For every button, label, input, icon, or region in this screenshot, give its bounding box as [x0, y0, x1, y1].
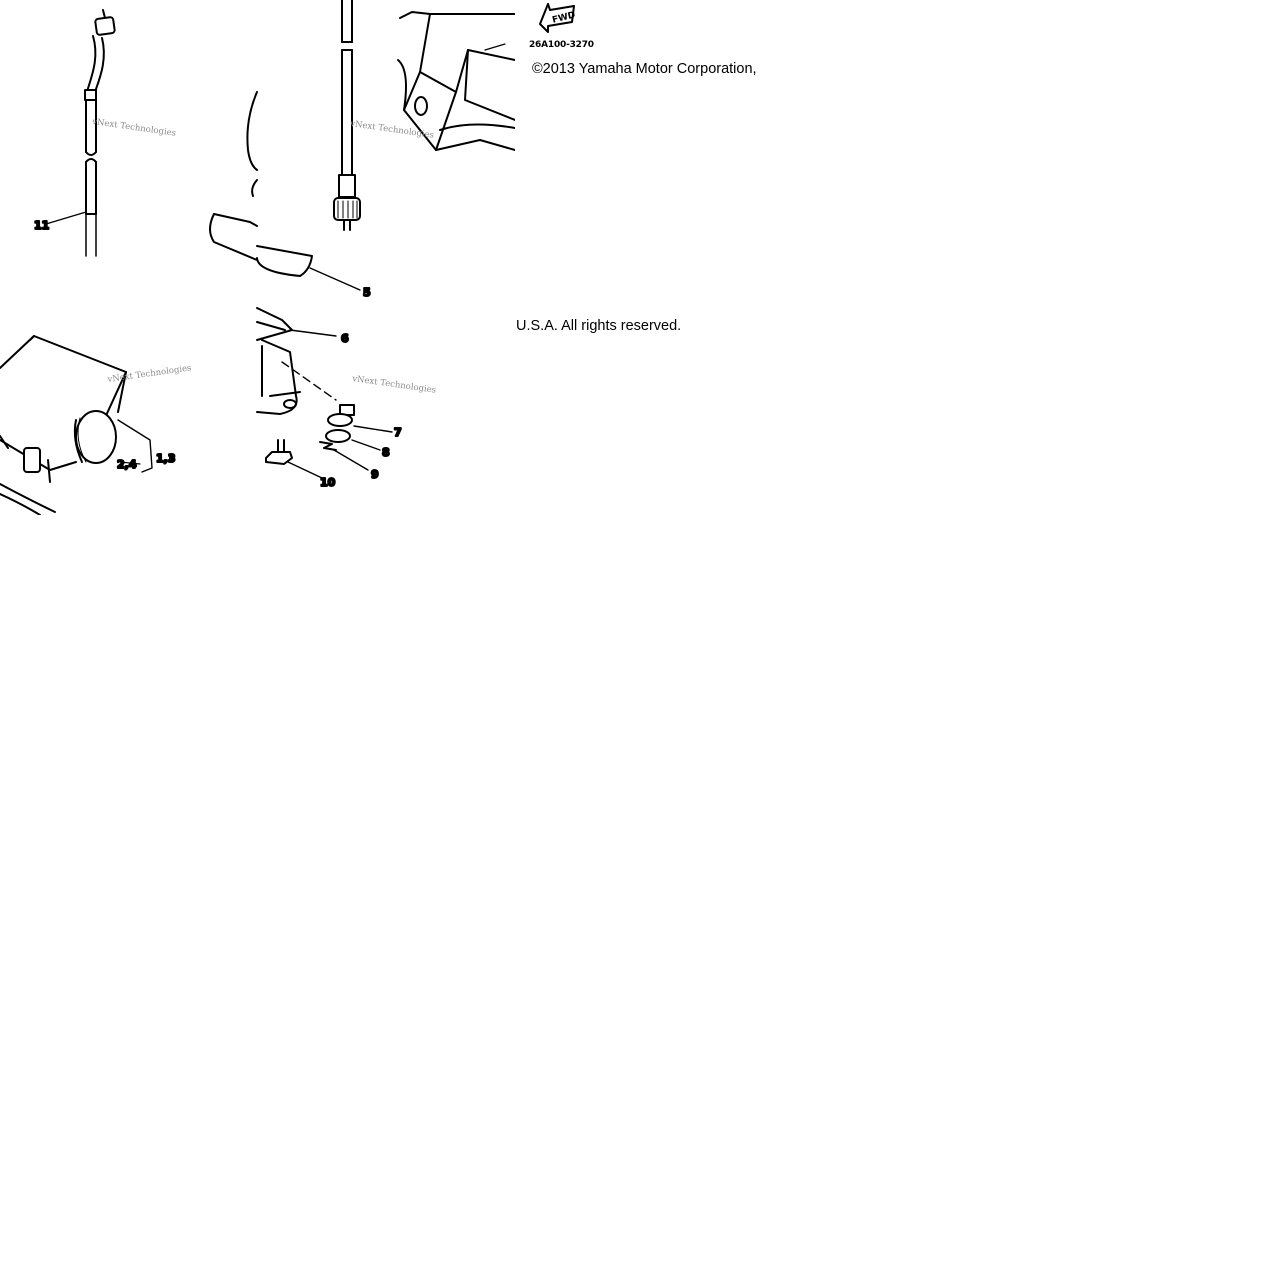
copyright-line-2: U.S.A. All rights reserved. — [516, 318, 682, 334]
callout-6: 6 — [341, 332, 349, 345]
meter-cover-part-5 — [210, 92, 360, 290]
callout-10: 10 — [320, 476, 336, 489]
mounting-bracket — [257, 308, 336, 414]
diagram-part-code: 26A100-3270 — [529, 40, 594, 50]
copyright-line-1: ©2013 Yamaha Motor Corporation, — [532, 61, 757, 77]
callout-8: 8 — [382, 446, 390, 459]
callout-2-4: 2,4 — [117, 458, 137, 471]
watermark: vNext Technologies — [107, 363, 193, 385]
fwd-label: FWD — [551, 10, 577, 26]
watermark: vNext Technologies — [351, 374, 437, 396]
callout-7: 7 — [394, 426, 402, 439]
parts-diagram-drawing — [0, 0, 515, 515]
callout-1-3: 1,3 — [156, 452, 176, 465]
callout-11: 11 — [34, 219, 50, 232]
parts-diagram — [0, 0, 515, 515]
speedometer-cable-left — [46, 10, 115, 256]
callout-5: 5 — [363, 286, 371, 299]
watermark: vNext Technologies — [91, 117, 177, 139]
callout-9: 9 — [371, 468, 379, 481]
speedometer-unit — [0, 336, 152, 515]
meter-cable-center — [334, 0, 360, 230]
forward-arrow-icon — [538, 2, 578, 39]
watermark: vNext Technologies — [349, 119, 435, 141]
